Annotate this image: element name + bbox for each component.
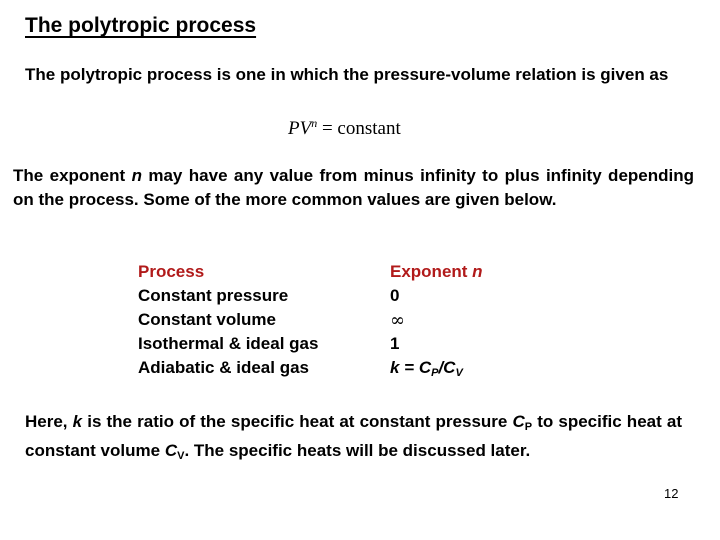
header-process: Process xyxy=(138,262,205,281)
exponent-cell: 0 xyxy=(390,286,400,305)
process-cell: Isothermal & ideal gas xyxy=(138,334,319,353)
note-cp: C xyxy=(512,412,525,431)
exponent-para-text: The exponent xyxy=(13,166,132,185)
note-cv-sub: V xyxy=(177,450,185,462)
process-table xyxy=(138,260,483,380)
note-paragraph xyxy=(25,410,682,468)
exponent-k-text: k = C xyxy=(390,357,432,377)
process-cell: Adiabatic & ideal gas xyxy=(138,358,309,377)
note-cp-sub: P xyxy=(524,421,533,433)
table-row xyxy=(138,284,483,308)
header-exponent xyxy=(390,260,483,284)
exponent-cell: 1 xyxy=(390,334,400,353)
slide-title: The polytropic process xyxy=(25,14,257,37)
exponent-slash-text: /C xyxy=(438,357,456,377)
page-number: 12 xyxy=(664,486,679,501)
header-exponent-label: Exponent xyxy=(390,262,473,281)
note-k: k xyxy=(72,412,83,431)
table-header-row xyxy=(138,260,483,284)
exponent-paragraph xyxy=(13,164,694,212)
process-cell: Constant volume xyxy=(138,310,276,329)
process-cell: Constant pressure xyxy=(138,286,289,305)
exponent-variable: n xyxy=(131,166,142,185)
table-row xyxy=(138,308,483,332)
intro-paragraph: The polytropic process is one in which the pressure-volume relation is given as xyxy=(25,65,669,84)
exponent-cell xyxy=(390,356,483,380)
volume-symbol: V xyxy=(299,118,312,139)
note-text: . The specific heats will be discussed later. xyxy=(184,441,531,460)
pressure-symbol: P xyxy=(288,118,300,139)
equation-rhs: = constant xyxy=(321,118,401,139)
note-text: to specific heat at constant volume xyxy=(25,412,682,460)
table-row xyxy=(138,332,483,356)
note-cv: C xyxy=(164,441,178,460)
table-row xyxy=(138,356,483,380)
exponent-para-text-end: may have any value from minus infinity to plus infinity depending on the process. Some of the more common values are given below. xyxy=(13,166,694,209)
polytropic-equation xyxy=(288,116,401,140)
exponent-symbol: n xyxy=(311,116,318,130)
note-text: Here, xyxy=(25,412,73,431)
exponent-cell: ∞ xyxy=(390,309,405,331)
header-exponent-var: n xyxy=(472,262,483,281)
subscript-p: P xyxy=(431,366,439,379)
subscript-v: V xyxy=(455,366,463,379)
note-text: is the ratio of the specific heat at constant pressure xyxy=(82,412,513,431)
